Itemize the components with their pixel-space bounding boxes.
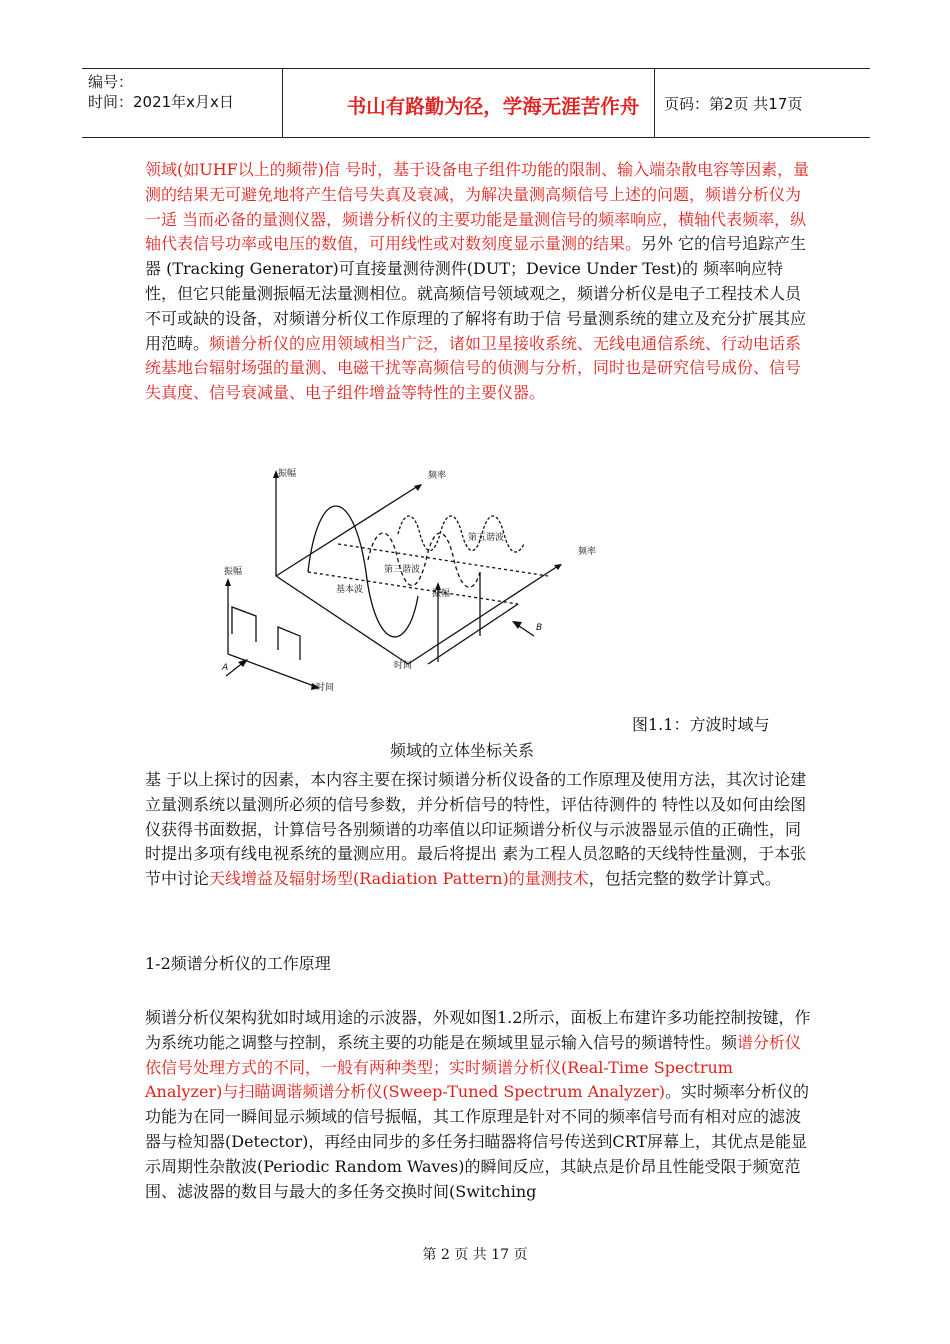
square-pulse-2 [278,627,300,660]
para3-red: 谱分析仪依信号处理方式的不同，一般有两种类型；实时频谱分析仪(Real-Time Spectrum Analyzer)与扫瞄调谐频谱分析仪(Sweep-Tuned Spectrum Analyzer) [145,1032,802,1102]
label-time-mid: 时间 [394,661,413,671]
header-motto: 书山有路勤为径，学海无涯苦作舟 [346,95,640,118]
section-title: 1-2频谱分析仪的工作原理 [145,954,331,973]
header-divider-left [282,69,283,137]
para1-black: 另外 它的信号追踪产生器 (Tracking Generator)可直接量测待测件(DUT；Device Under Test)的 频率响应特性，但它只能量测振幅无法量测相位。就高频信号领域观之，频谱分析仪是电子工程技术人员不可或缺的设备，对频谱分析仪工作原理的了解将有助于信 号量测系统的建立及充分扩展其应用范畴。 [145,234,807,353]
para2-red: 天线增益及辐射场型(Radiation Pattern)的量测技术 [209,869,589,889]
label-amp-left: 振幅 [224,567,243,577]
header-page-number: 页码：第2页 共17页 [664,95,803,113]
arrow-b-head [512,621,522,629]
header-left-block [88,72,234,112]
para1-red-b: 频谱分析仪的应用领域相当广泛，诸如卫星接收系统、无线电通信系统、行动电话系统基地台辐射场强的量测、电磁干扰等高频信号的侦测与分析，同时也是研究信号成份、信号失真度、信号衰减量、电子组件增益等特性的主要仪器。 [145,333,802,403]
header-divider-right [654,69,655,137]
front-diagonal [428,604,518,664]
label-arrow-a: A [222,663,229,673]
page-header [82,68,870,138]
label-fundamental: 基本波 [336,585,364,595]
label-freq-top: 频率 [428,471,447,481]
left-time-axis [228,654,314,686]
freq-axis-top [276,486,421,576]
date-label: 时间：2021年x月x日 [88,93,234,111]
baseline-2 [338,544,548,576]
paragraph-3 [145,1006,815,1204]
fifth-harmonic [398,516,524,552]
freq-axis-bottom [408,566,558,664]
label-freq-right: 频率 [578,547,597,557]
freq-axis-arrowhead [414,484,422,491]
para2-black: 基 于以上探讨的因素，本内容主要在探讨频谱分析仪设备的工作原理及使用方法，其次讨论建立量测系统以量测所必须的信号参数，并分析信号的特性，评估待测件的 特性以及如何由绘图仪获得书面数据，计算信号各别频谱的功率值以印证频谱分析仪与示波器显示值的正确性，同时提出多项有线电视系统的量测应用。最后将提出 素为工程人员忽略的天线特性量测，于本张节中讨论 [145,770,807,889]
para3-black-a: 频谱分析仪架构犹如时域用途的示波器，外观如图1.2所示，面板上布建许多功能控制按键，作为系统功能之调整与控制，系统主要的功能是在频域里显示输入信号的频谱特性。频 [145,1008,811,1052]
third-harmonic [368,533,480,587]
square-pulse-1 [232,607,256,642]
figure-caption-line2: 频域的立体坐标关系 [390,741,535,760]
square-wave-3d-figure [218,464,614,694]
label-amp-top: 振幅 [278,469,297,479]
label-amp-mid: 振幅 [432,589,451,599]
left-amp-arrowhead [225,578,231,586]
para1-red-a: 领域(如UHF以上的频带)信 号时，基于设备电子组件功能的限制、输入端杂散电容等因素，量测的结果无可避免地将产生信号失真及衰减，为解决量测高频信号上述的问题，频谱分析仪为一适 当而必备的量测仪器，频谱分析仪的主要功能是量测信号的频率响应，横轴代表频率，纵轴代表信号功率或电压的数值，可用线性或对数刻度显示量测的结果。 [145,160,810,254]
label-third-harmonic: 第三谐波 [384,565,421,575]
figure-caption-line1: 图1.1：方波时域与 [632,715,770,734]
label-time-bottom: 时间 [316,683,335,693]
page-footer: 第 2 页 共 17 页 [422,1247,528,1263]
label-arrow-b: B [536,623,543,633]
freq-bottom-arrowhead [554,564,562,570]
para3-black-b: 。实时频率分析仪的功能为在同一瞬间显示频域的信号振幅，其工作原理是针对不同的频率信号而有相对应的滤波器与检知器(Detector)，再经由同步的多任务扫瞄器将信号传送到CRT屏幕上，其优点是能显示周期性杂散波(Periodic Random Waves)的瞬间反应，其缺点是价昂且性能受限于频宽范围、滤波器的数目与最大的多任务交换时间(Switching [145,1082,809,1201]
serial-label: 编号： [88,73,134,91]
paragraph-1 [145,158,815,406]
para2-tail: ，包括完整的数学计算式。 [588,869,781,889]
paragraph-2 [145,768,815,892]
label-fifth-harmonic: 第五谐波 [468,533,505,543]
